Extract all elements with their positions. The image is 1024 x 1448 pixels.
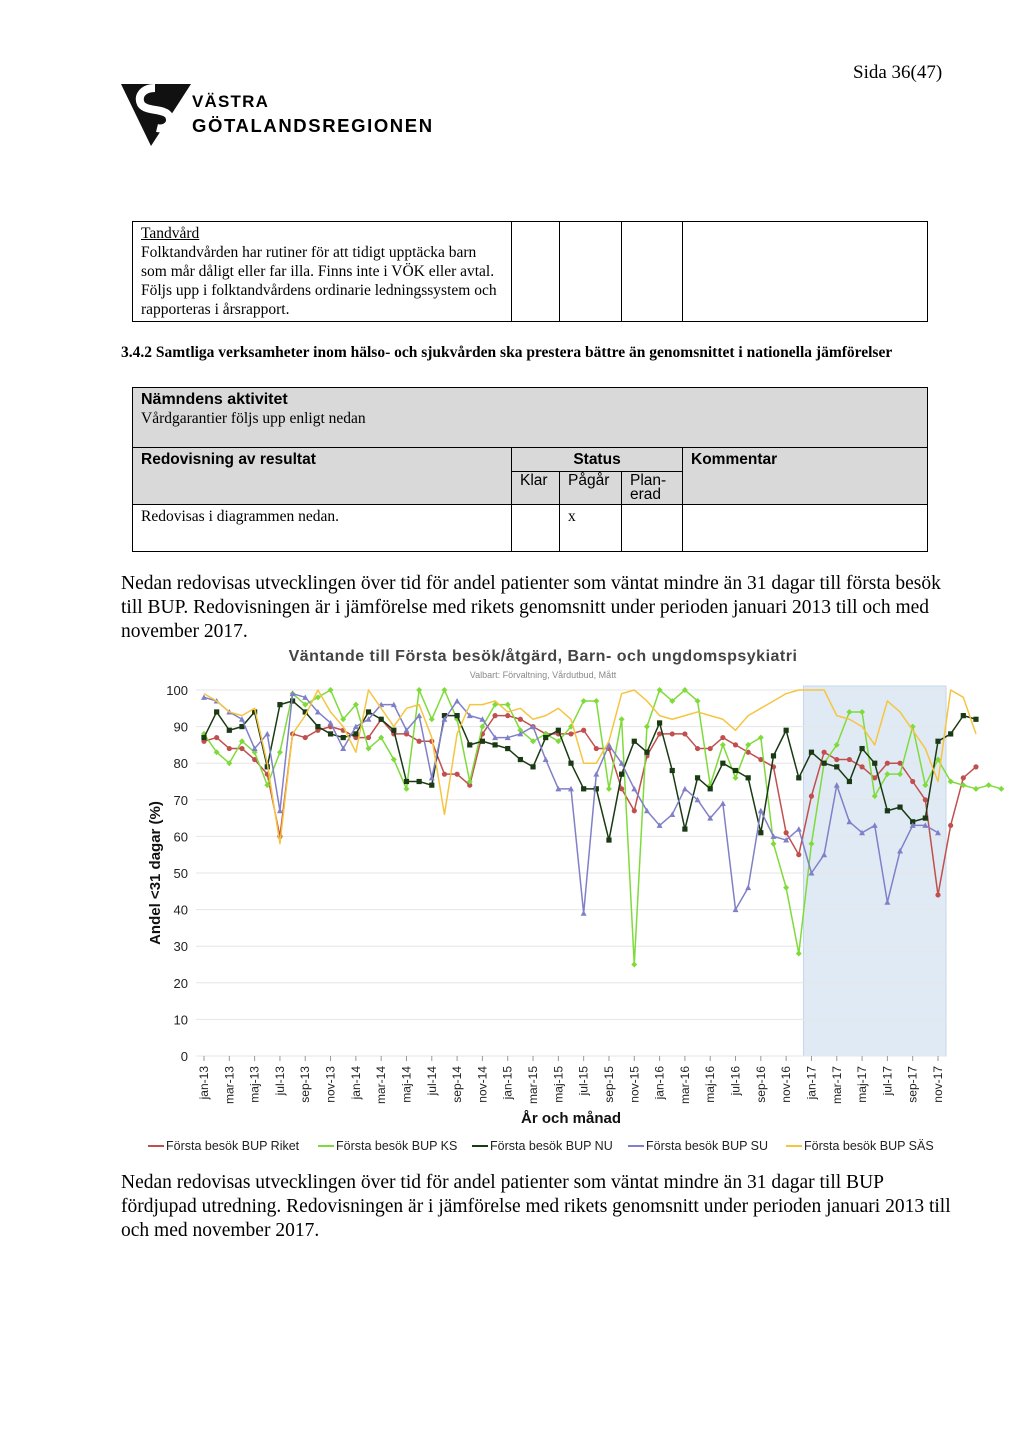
comment-title: Kommentar — [683, 448, 928, 505]
data-point — [708, 746, 713, 751]
data-point — [935, 892, 940, 897]
x-tick-label: jul-17 — [880, 1066, 895, 1096]
legend-label: Första besök BUP SU — [646, 1139, 769, 1153]
data-point — [695, 775, 700, 780]
data-point — [315, 724, 320, 729]
data-point — [480, 739, 485, 744]
logo-line2: GÖTALANDSREGIONEN — [192, 115, 434, 136]
y-axis-label: Andel <31 dagar (%) — [147, 801, 164, 945]
data-point — [986, 782, 992, 788]
data-point — [492, 742, 497, 747]
data-point — [619, 772, 624, 777]
legend-label: Första besök BUP SÄS — [804, 1139, 934, 1153]
data-point — [429, 783, 434, 788]
data-point — [606, 786, 612, 792]
data-point — [277, 702, 282, 707]
data-point — [264, 731, 270, 737]
data-point — [644, 724, 650, 730]
data-point — [479, 724, 485, 730]
data-point — [543, 735, 548, 740]
status-col-klar: Klar — [512, 472, 560, 505]
data-point — [239, 716, 245, 722]
y-tick-label: 100 — [166, 683, 188, 698]
data-point — [758, 735, 764, 741]
data-point — [720, 735, 725, 740]
data-point — [581, 786, 586, 791]
data-point — [948, 823, 953, 828]
data-point — [796, 951, 802, 957]
x-tick-label: nov-13 — [323, 1066, 338, 1103]
data-point — [859, 764, 864, 769]
data-point — [657, 720, 662, 725]
x-tick-label: jan-17 — [804, 1066, 819, 1100]
highlight-region — [803, 686, 946, 1056]
data-point — [581, 728, 586, 733]
data-point — [455, 772, 460, 777]
data-point — [973, 786, 979, 792]
data-point — [214, 735, 219, 740]
x-tick-label: nov-15 — [627, 1066, 642, 1103]
data-point — [784, 830, 789, 835]
data-point — [454, 698, 460, 704]
data-point — [328, 731, 333, 736]
data-point — [417, 739, 422, 744]
data-point — [783, 885, 789, 891]
data-point — [733, 742, 738, 747]
y-tick-label: 40 — [173, 902, 188, 918]
data-point — [379, 717, 384, 722]
y-tick-label: 70 — [173, 792, 188, 808]
data-point — [961, 713, 966, 718]
y-tick-label: 60 — [173, 829, 188, 845]
paragraph-1: Nedan redovisas utvecklingen över tid för andel patienter som väntat mindre än 31 dagar till första besök till BUP. Redovisningen är i jämförelse med rikets genomsnitt under perioden januari 2013 till och med november 2017. — [121, 573, 941, 642]
x-tick-label: sep-15 — [601, 1066, 616, 1103]
data-point — [518, 717, 523, 722]
data-point — [606, 837, 611, 842]
data-point — [568, 761, 573, 766]
data-point — [455, 713, 460, 718]
data-point — [632, 739, 637, 744]
legend-label: Första besök BUP Riket — [166, 1139, 300, 1153]
data-point — [644, 750, 649, 755]
data-point — [708, 786, 713, 791]
y-tick-label: 10 — [173, 1012, 188, 1028]
y-tick-label: 80 — [173, 756, 188, 772]
x-tick-label: maj-16 — [703, 1066, 718, 1103]
data-point — [568, 731, 573, 736]
data-point — [682, 826, 687, 831]
x-tick-label: mar-16 — [677, 1066, 692, 1105]
data-point — [809, 794, 814, 799]
data-point — [720, 761, 725, 766]
data-point — [619, 716, 625, 722]
data-point — [720, 800, 726, 806]
x-tick-label: mar-14 — [374, 1066, 389, 1105]
data-point — [796, 775, 801, 780]
x-tick-label: jul-16 — [728, 1066, 743, 1096]
data-point — [416, 687, 422, 693]
data-point — [581, 698, 587, 704]
data-point — [201, 735, 206, 740]
x-tick-label: maj-17 — [855, 1066, 870, 1103]
status-col-pagar: Pågår — [560, 472, 622, 505]
data-point — [872, 761, 877, 766]
data-point — [758, 830, 763, 835]
data-point — [404, 779, 409, 784]
activity-text: Vårdgarantier följs upp enligt nedan — [141, 410, 366, 427]
data-point — [948, 779, 954, 785]
data-point — [822, 750, 827, 755]
data-point — [239, 746, 244, 751]
x-tick-label: nov-17 — [931, 1066, 945, 1103]
status-col-planerad: Plan-erad — [622, 472, 683, 505]
data-point — [416, 713, 422, 719]
logo-line1: VÄSTRA — [192, 92, 270, 111]
chart-title: Väntande till Första besök/åtgärd, Barn- och ungdomspsykiatri — [288, 648, 798, 665]
data-point — [353, 731, 358, 736]
data-point — [695, 746, 700, 751]
y-tick-label: 20 — [173, 975, 188, 991]
data-point — [505, 713, 510, 718]
x-tick-label: sep-17 — [905, 1066, 920, 1103]
y-tick-label: 50 — [173, 866, 188, 881]
data-point — [391, 728, 396, 733]
data-point — [948, 731, 953, 736]
data-point — [214, 709, 219, 714]
data-point — [834, 757, 839, 762]
activity-title: Nämndens aktivitet — [141, 391, 288, 408]
data-point — [670, 731, 675, 736]
x-tick-label: sep-13 — [298, 1066, 313, 1103]
data-point — [784, 728, 789, 733]
data-point — [847, 757, 852, 762]
data-point — [366, 709, 371, 714]
data-point — [505, 746, 510, 751]
data-point — [746, 775, 751, 780]
data-point — [745, 885, 751, 891]
data-point — [998, 786, 1004, 792]
x-tick-label: nov-14 — [475, 1066, 490, 1103]
data-point — [631, 786, 637, 792]
data-point — [885, 761, 890, 766]
row-pagar: x — [560, 505, 622, 552]
status-title: Status — [512, 448, 683, 472]
data-point — [771, 753, 776, 758]
x-tick-label: jul-15 — [576, 1066, 591, 1096]
x-tick-label: jan-15 — [500, 1066, 515, 1100]
x-tick-label: sep-14 — [450, 1066, 465, 1103]
x-tick-label: nov-16 — [779, 1066, 794, 1103]
x-tick-label: jul-13 — [272, 1066, 287, 1096]
data-point — [809, 750, 814, 755]
data-point — [910, 779, 915, 784]
data-point — [733, 775, 739, 781]
data-point — [593, 698, 599, 704]
legend-label: Första besök BUP KS — [336, 1139, 458, 1153]
data-point — [391, 757, 397, 763]
data-point — [923, 816, 928, 821]
x-tick-label: mar-13 — [222, 1066, 237, 1105]
data-point — [859, 746, 864, 751]
data-point — [277, 749, 283, 755]
data-point — [227, 728, 232, 733]
data-point — [935, 739, 940, 744]
data-point — [492, 713, 497, 718]
data-point — [227, 746, 232, 751]
data-point — [758, 808, 764, 814]
section-heading: 3.4.2 Samtliga verksamheter inom hälso- och sjukvården ska prestera bättre än genomsnittet i nationella jämförelser — [121, 344, 893, 361]
x-tick-label: jan-16 — [652, 1066, 667, 1100]
data-point — [682, 786, 688, 792]
data-point — [505, 702, 511, 708]
data-point — [885, 808, 890, 813]
paragraph-2: Nedan redovisas utvecklingen över tid för andel patienter som väntat mindre än 31 dagar till BUP fördjupad utredning. Redovisningen är i jämförelse med rikets genomsnitt under perioden januari 2013 till och med november 2017. — [121, 1172, 951, 1241]
data-point — [720, 742, 726, 748]
data-point — [556, 728, 561, 733]
x-tick-label: maj-15 — [551, 1066, 566, 1103]
x-tick-label: mar-15 — [526, 1066, 541, 1105]
x-tick-label: maj-13 — [247, 1066, 262, 1103]
data-point — [897, 805, 902, 810]
data-point — [403, 786, 409, 792]
chart-subtitle: Valbart: Förvaltning, Vårdutbud, Mått — [469, 670, 617, 680]
data-point — [277, 808, 283, 814]
data-point — [328, 687, 334, 693]
tandvard-text: Folktandvården har rutiner för att tidigt upptäcka barn som mår dåligt eller far illa. Finns inte i VÖK eller avtal. Följs upp i folktandvårdens ordinarie ledningssystem och rapporteras i årsrapport. — [141, 244, 497, 318]
data-point — [429, 716, 435, 722]
data-point — [923, 797, 928, 802]
data-point — [631, 962, 637, 968]
x-axis-label: År och månad — [520, 1110, 622, 1127]
data-point — [632, 808, 637, 813]
x-tick-label: maj-14 — [399, 1066, 414, 1103]
data-point — [341, 735, 346, 740]
data-point — [796, 826, 802, 832]
data-point — [973, 717, 978, 722]
data-point — [518, 757, 523, 762]
tandvard-heading: Tandvård — [141, 225, 200, 242]
data-point — [581, 910, 587, 916]
data-point — [822, 761, 827, 766]
data-point — [543, 757, 549, 763]
data-point — [594, 746, 599, 751]
x-tick-label: jul-14 — [424, 1066, 439, 1096]
page-number: Sida 36(47) — [853, 62, 943, 83]
x-tick-label: mar-17 — [829, 1066, 844, 1105]
data-point — [770, 841, 776, 847]
data-point — [796, 852, 801, 857]
data-point — [745, 742, 751, 748]
result-title: Redovisning av resultat — [133, 448, 512, 505]
data-point — [442, 772, 447, 777]
data-point — [973, 764, 978, 769]
x-tick-label: sep-16 — [753, 1066, 768, 1103]
data-point — [593, 771, 599, 777]
legend-label: Första besök BUP NU — [490, 1139, 613, 1153]
data-point — [733, 768, 738, 773]
data-point — [669, 811, 675, 817]
row-text: Redovisas i diagrammen nedan. — [133, 505, 512, 552]
x-tick-label: jan-13 — [197, 1066, 211, 1100]
y-tick-label: 90 — [173, 719, 188, 735]
x-tick-label: jan-14 — [348, 1066, 363, 1100]
data-point — [670, 768, 675, 773]
data-point — [467, 742, 472, 747]
data-point — [366, 735, 371, 740]
data-point — [417, 779, 422, 784]
data-point — [682, 731, 687, 736]
y-tick-label: 0 — [180, 1049, 188, 1064]
data-point — [961, 775, 966, 780]
data-point — [847, 779, 852, 784]
data-point — [441, 687, 447, 693]
y-tick-label: 30 — [173, 939, 188, 955]
data-point — [530, 764, 535, 769]
data-point — [834, 764, 839, 769]
data-point — [303, 735, 308, 740]
